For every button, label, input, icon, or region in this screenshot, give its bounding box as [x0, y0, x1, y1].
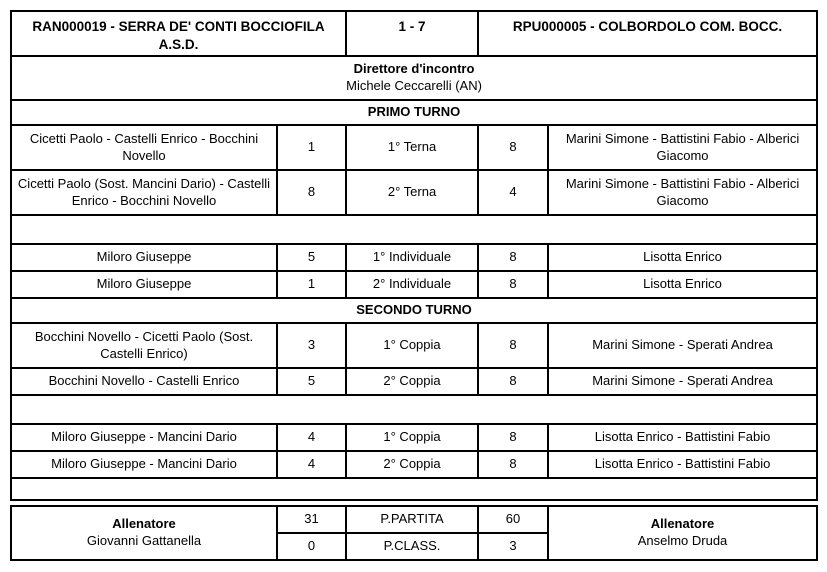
away-score-cell: 4 — [478, 170, 548, 215]
home-score-cell: 4 — [277, 424, 346, 451]
away-score-cell: 8 — [478, 451, 548, 478]
away-score-cell: 8 — [478, 424, 548, 451]
home-players-cell: Miloro Giuseppe - Mancini Dario — [11, 424, 277, 451]
away-score-cell: 8 — [478, 244, 548, 271]
match-director-name: Michele Ceccarelli (AN) — [346, 78, 482, 94]
match-row-coppia-1 — [11, 323, 817, 368]
spacer-row — [11, 395, 817, 424]
home-score-cell: 3 — [277, 323, 346, 368]
points-match-row — [11, 506, 817, 533]
home-players-cell: Cicetti Paolo - Castelli Enrico - Bocchini Novello — [11, 125, 277, 170]
home-players-cell: Miloro Giuseppe — [11, 244, 277, 271]
home-coach-label: Allenatore — [112, 516, 176, 532]
match-type-cell: 1° Coppia — [346, 323, 478, 368]
home-coach-name: Giovanni Gattanella — [86, 533, 202, 549]
home-team-cell: RAN000019 - SERRA DE' CONTI BOCCIOFILA A.S.D. — [11, 11, 346, 56]
home-players-cell: Cicetti Paolo (Sost. Mancini Dario) - Castelli Enrico - Bocchini Novello — [11, 170, 277, 215]
home-players-cell: Miloro Giuseppe - Mancini Dario — [11, 451, 277, 478]
match-type-cell: 2° Coppia — [346, 451, 478, 478]
match-type-cell: 2° Terna — [346, 170, 478, 215]
away-coach-name: Anselmo Druda — [637, 533, 728, 549]
match-row-individuale-1 — [11, 244, 817, 271]
away-coach-cell — [548, 506, 817, 560]
match-row-terna-2 — [11, 170, 817, 215]
match-type-cell: 1° Individuale — [346, 244, 478, 271]
home-players-cell: Bocchini Novello - Cicetti Paolo (Sost. Castelli Enrico) — [11, 323, 277, 368]
points-label-cell: P.CLASS. — [346, 533, 478, 560]
home-score-cell: 1 — [277, 271, 346, 298]
spacer-cell — [11, 395, 817, 424]
home-players-cell: Miloro Giuseppe — [11, 271, 277, 298]
match-row-coppia-4 — [11, 451, 817, 478]
match-director-label: Direttore d'incontro — [353, 61, 475, 77]
away-players-cell: Lisotta Enrico - Battistini Fabio — [548, 424, 817, 451]
spacer-row — [11, 478, 817, 500]
match-type-cell: 1° Coppia — [346, 424, 478, 451]
spacer-row — [11, 215, 817, 244]
home-score-cell: 4 — [277, 451, 346, 478]
coaches-points-table — [10, 505, 818, 561]
match-report-table — [10, 10, 818, 501]
match-type-cell: 2° Coppia — [346, 368, 478, 395]
away-points-cell: 60 — [478, 506, 548, 533]
away-players-cell: Marini Simone - Battistini Fabio - Alberici Giacomo — [548, 170, 817, 215]
home-score-cell: 1 — [277, 125, 346, 170]
away-score-cell: 8 — [478, 125, 548, 170]
away-players-cell: Marini Simone - Sperati Andrea — [548, 368, 817, 395]
spacer-cell — [11, 215, 817, 244]
home-points-cell: 31 — [277, 506, 346, 533]
away-team-cell: RPU000005 - COLBORDOLO COM. BOCC. — [478, 11, 817, 56]
home-score-cell: 5 — [277, 368, 346, 395]
home-players-cell: Bocchini Novello - Castelli Enrico — [11, 368, 277, 395]
away-players-cell: Marini Simone - Sperati Andrea — [548, 323, 817, 368]
points-label-cell: P.PARTITA — [346, 506, 478, 533]
away-points-cell: 3 — [478, 533, 548, 560]
secondo-turno-header-row — [11, 298, 817, 323]
spacer-cell — [11, 478, 817, 500]
home-coach-cell — [11, 506, 277, 560]
match-score-cell: 1 - 7 — [346, 11, 478, 56]
secondo-turno-header: SECONDO TURNO — [11, 298, 817, 323]
match-row-terna-1 — [11, 125, 817, 170]
away-players-cell: Lisotta Enrico — [548, 271, 817, 298]
match-type-cell: 1° Terna — [346, 125, 478, 170]
away-players-cell: Lisotta Enrico — [548, 244, 817, 271]
primo-turno-header-row — [11, 100, 817, 125]
match-row-individuale-2 — [11, 271, 817, 298]
home-score-cell: 5 — [277, 244, 346, 271]
away-score-cell: 8 — [478, 368, 548, 395]
match-director-cell — [11, 56, 817, 100]
match-type-cell: 2° Individuale — [346, 271, 478, 298]
primo-turno-header: PRIMO TURNO — [11, 100, 817, 125]
home-points-cell: 0 — [277, 533, 346, 560]
score-header-row — [11, 11, 817, 56]
match-director-row — [11, 56, 817, 100]
away-coach-label: Allenatore — [650, 516, 715, 532]
match-row-coppia-3 — [11, 424, 817, 451]
away-players-cell: Lisotta Enrico - Battistini Fabio — [548, 451, 817, 478]
home-score-cell: 8 — [277, 170, 346, 215]
away-players-cell: Marini Simone - Battistini Fabio - Alberici Giacomo — [548, 125, 817, 170]
away-score-cell: 8 — [478, 323, 548, 368]
match-row-coppia-2 — [11, 368, 817, 395]
away-score-cell: 8 — [478, 271, 548, 298]
